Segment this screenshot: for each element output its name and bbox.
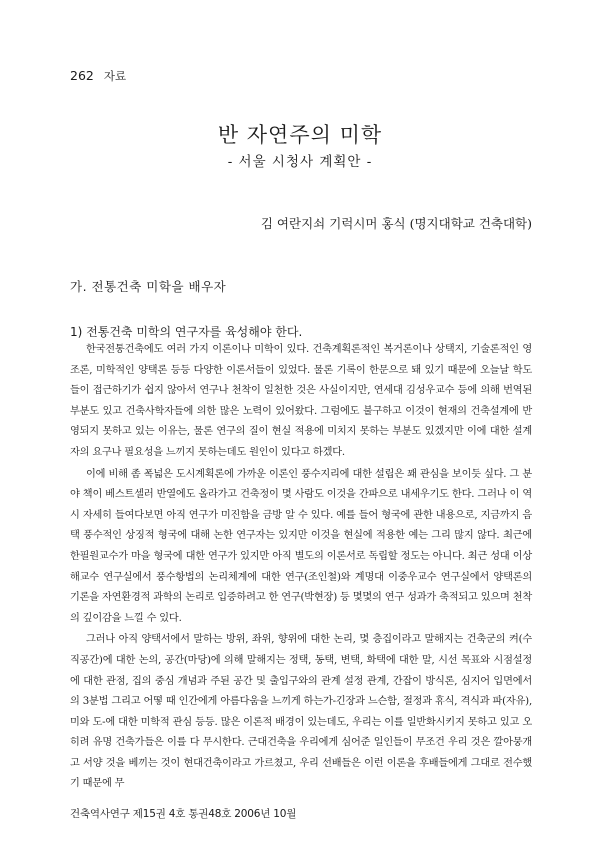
section-label: 자료 (103, 69, 127, 83)
article-subtitle: - 서울 시청사 계획안 - (227, 154, 373, 170)
journal-footer: 건축역사연구 제15권 4호 통권48호 2006년 10월 (70, 808, 297, 820)
paragraph: 이에 비해 좀 폭넓은 도시계획론에 가까운 이론인 풍수지리에 대한 설립은 꽤 관심을 보이듯 싶다. 그 분야 책이 베스트셀러 반열에도 올라가고 건축정이 몇 사람도 이것을 간파으로 내세우기도 한다. 그러나 이 역시 자세히 들여다보면 아직 연구가 미진함을 금방 알 수 있다. 예를 들어 형국에 관한 내용으로, 지금까지 음택 풍수적인 상징적 형국에 대해 논한 연구자는 있지만 이것을 현실에 적용한 예는 그리 많지 않다. 최근에 한필원교수가 마을 형국에 대한 연구가 있지만 아직 별도의 이론서로 독립할 정도는 아니다. 최근 성대 이상해교수 연구실에서 풍수항법의 논리체계에 대한 연구(조인철)와 계명대 이중우교수 연구실에서 양택론의 기론을 자연환경적 과학의 논리로 입증하려고 한 연구(박현장) 등 몇몇의 연구 성과가 축적되고 있으며 천착의 깊이감을 느낄 수 있다. (70, 468, 532, 624)
running-header (70, 68, 126, 84)
paragraph: 그러나 아직 양택서에서 말하는 방위, 좌위, 향위에 대한 논리, 몇 층집이라고 말해지는 건축군의 켜(수직공간)에 대한 논의, 공간(마당)에 의해 말해지는 정택, 동택, 변택, 화택에 대한 말, 시선 목표와 시점설정에 대한 관점, 집의 중심 개념과 주된 공간 및 출입구와의 관계 설정 관계, 간잡이 방식론, 심지어 입면에서의 3분법 그리고 어떻 때 인간에게 아름다움을 느끼게 하는가-긴장과 느슨함, 절정과 휴식, 격식과 파(자유), 미와 도-에 대한 미학적 관심 등등. 많은 이론적 배경이 있는데도, 우리는 이를 일반화시키지 못하고 있고 오히려 유명 건축가들은 이를 다 무시한다. 근대건축을 우리에게 심어준 일인들이 무조건 우리 것은 깔아뭉개고 서양 것을 베끼는 것이 현대건축이라고 가르쳤고, 우리 선배들은 이런 이론을 후배들에게 그대로 전수했기 때문에 무 (70, 634, 532, 790)
author-line: 김 여란지쇠 기럭시머 홍식 (명지대학교 건축대학) (260, 216, 532, 231)
subsection-heading: 1) 전통건축 미학의 연구자를 육성해야 한다. (70, 325, 303, 339)
paragraph: 한국전통건축에도 여러 가지 이론이나 미학이 있다. 건축계획론적인 복거론이나 상택지, 기술론적인 영조론, 미학적인 양택론 등등 다양한 이론서들이 있었다. 물론 기록이 한문으로 돼 있기 때문에 오늘날 학도들이 접근하기가 쉽지 않아서 연구나 천착이 일천한 것은 사실이지만, 연세대 김성우교수 등에 의해 번역된 부분도 있고 건축사학자들에 의한 많은 노력이 있어왔다. 그럼에도 불구하고 이것이 현재의 건축설계에 반영되지 못하고 있는 이유는, 물론 연구의 질이 현실 적용에 미치지 못하는 부분도 있겠지만 이에 대한 설계자의 요구나 필요성을 느끼지 못하는데도 원인이 있다고 하겠다. (70, 344, 532, 458)
section-heading: 가. 전통건축 미학을 배우자 (70, 279, 227, 294)
article-title: 반 자연주의 미학 (217, 123, 383, 147)
page-number: 262 (70, 68, 94, 83)
article-body (70, 340, 532, 796)
